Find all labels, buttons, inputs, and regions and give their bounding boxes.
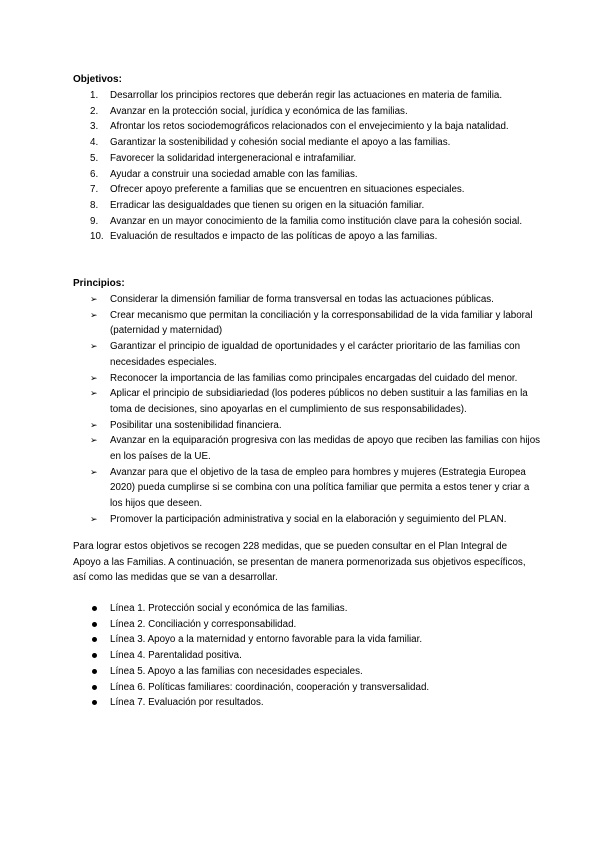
arrow-bullet-icon: ➢ [90, 435, 98, 446]
list-item [73, 151, 543, 167]
arrow-bullet-icon: ➢ [90, 513, 98, 524]
bullet-dot-icon [92, 669, 97, 674]
bullet-dot-icon [92, 700, 97, 705]
summary-paragraph: Para lograr estos objetivos se recogen 228 medidas, que se pueden consultar en el Plan Integral de Apoyo a las Familias. A continuación, se presentan de manera pormenorizada sus objetivos específicos, así como las medidas que se van a desarrollar. [73, 541, 526, 583]
arrow-bullet-icon: ➢ [90, 309, 98, 320]
item-text: Avanzar en la protección social, jurídica y económica de las familias. [110, 105, 408, 117]
list-item [73, 104, 543, 120]
objectives-heading: Objetivos: [73, 74, 122, 85]
lines-list [73, 601, 543, 711]
item-text: Garantizar la sostenibilidad y cohesión social mediante el apoyo a las familias. [110, 137, 451, 149]
item-text: Línea 4. Parentalidad positiva. [110, 650, 242, 662]
list-item [73, 292, 543, 308]
item-text: Línea 5. Apoyo a las familias con necesidades especiales. [110, 665, 363, 677]
item-text: Evaluación de resultados e impacto de las políticas de apoyo a las familias. [110, 231, 438, 243]
bullet-dot-icon [92, 653, 97, 658]
item-text: Línea 1. Protección social y económica de las familias. [110, 603, 348, 614]
item-number: 8. [90, 199, 99, 211]
list-item [73, 135, 543, 151]
bullet-dot-icon [92, 606, 97, 611]
list-item [73, 386, 543, 417]
list-item [73, 182, 543, 198]
list-item [73, 465, 543, 512]
item-number: 2. [90, 105, 99, 117]
item-text: Avanzar para que el objetivo de la tasa de empleo para hombres y mujeres (Estrategia Europea 2020) pueda cumplirse si se combina con una política familiar que permita a estos tener y criar a los hijos que deseen. [110, 466, 530, 510]
item-text: Erradicar las desigualdades que tienen su origen en la situación familiar. [110, 199, 425, 211]
item-text: Promover la participación administrativa y social en la elaboración y seguimiento del PLAN. [110, 513, 507, 525]
arrow-bullet-icon: ➢ [90, 419, 98, 430]
item-number: 6. [90, 168, 99, 180]
list-item [73, 371, 543, 387]
item-text: Desarrollar los principios rectores que deberán regir las actuaciones en materia de familia. [110, 90, 503, 101]
list-item [73, 433, 543, 464]
item-text: Línea 6. Políticas familiares: coordinación, cooperación y transversalidad. [110, 681, 430, 693]
item-text: Garantizar el principio de igualdad de oportunidades y el carácter prioritario de las familias con necesidades especiales. [110, 341, 521, 368]
list-item [73, 167, 543, 183]
list-item [73, 308, 543, 339]
item-text: Posibilitar una sostenibilidad financiera. [110, 419, 282, 431]
list-item [73, 229, 543, 245]
item-text: Reconocer la importancia de las familias como principales encargadas del cuidado del menor. [110, 372, 518, 384]
list-item [73, 339, 543, 370]
list-item [73, 214, 543, 230]
list-item [73, 680, 543, 696]
item-text: Línea 7. Evaluación por resultados. [110, 697, 264, 709]
bullet-dot-icon [92, 637, 97, 642]
list-item [73, 617, 543, 633]
arrow-bullet-icon: ➢ [90, 294, 98, 304]
item-number: 9. [90, 215, 99, 227]
item-number: 1. [90, 90, 99, 101]
list-item [73, 601, 543, 617]
arrow-bullet-icon: ➢ [90, 466, 98, 477]
item-text: Aplicar el principio de subsidiariedad (los poderes públicos no deben sustituir a las familias en la toma de decisiones, sino apoyarlas en el cumplimiento de sus responsabilidades). [110, 388, 528, 415]
list-item [73, 198, 543, 214]
item-number: 7. [90, 184, 99, 196]
principles-list [73, 292, 543, 528]
item-text: Ofrecer apoyo preferente a familias que se encuentren en situaciones especiales. [110, 184, 465, 196]
item-number: 10. [90, 231, 104, 243]
list-item [73, 512, 543, 528]
item-text: Considerar la dimensión familiar de forma transversal en todas las actuaciones públicas. [110, 294, 494, 305]
list-item [73, 664, 543, 680]
principles-heading: Principios: [73, 278, 125, 289]
item-number: 4. [90, 137, 99, 149]
arrow-bullet-icon: ➢ [90, 341, 98, 352]
item-text: Ayudar a construir una sociedad amable con las familias. [110, 168, 358, 180]
list-item [73, 648, 543, 664]
item-number: 3. [90, 121, 99, 133]
item-text: Favorecer la solidaridad intergeneracional e intrafamiliar. [110, 152, 357, 164]
list-item [73, 88, 543, 104]
item-text: Crear mecanismo que permitan la conciliación y la corresponsabilidad de la vida familiar y laboral (paternidad y maternidad) [110, 309, 533, 337]
bullet-dot-icon [92, 622, 97, 627]
item-text: Afrontar los retos sociodemográficos relacionados con el envejecimiento y la baja natalidad. [110, 121, 509, 133]
list-item [73, 119, 543, 135]
item-text: Avanzar en la equiparación progresiva con las medidas de apoyo que reciben las familias con hijos en los países de la UE. [110, 435, 541, 463]
arrow-bullet-icon: ➢ [90, 388, 98, 399]
list-item [73, 418, 543, 434]
item-text: Línea 2. Conciliación y corresponsabilidad. [110, 618, 297, 630]
bullet-dot-icon [92, 685, 97, 690]
objectives-list [73, 88, 543, 245]
item-text: Línea 3. Apoyo a la maternidad y entorno favorable para la vida familiar. [110, 634, 423, 646]
list-item [73, 695, 543, 711]
list-item [73, 632, 543, 648]
item-number: 5. [90, 152, 99, 164]
arrow-bullet-icon: ➢ [90, 372, 98, 383]
item-text: Avanzar en un mayor conocimiento de la familia como institución clave para la cohesión social. [110, 215, 523, 227]
